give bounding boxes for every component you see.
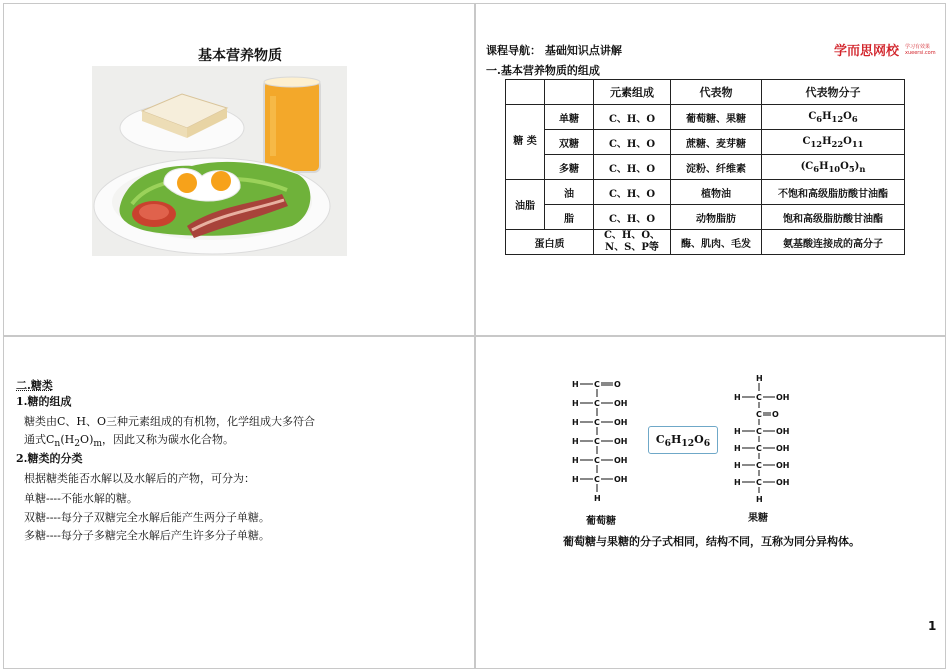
xueersi-logo: 学而思网校 xyxy=(834,44,900,59)
svg-text:H: H xyxy=(572,456,579,465)
logo-subtitle xyxy=(905,44,936,56)
svg-text:H: H xyxy=(572,399,579,408)
table-corner-cell xyxy=(545,80,594,105)
row-examples: 淀粉、纤维素 xyxy=(671,155,762,180)
section-heading: 一.基本营养物质的组成 xyxy=(486,64,600,77)
row-label: 单糖 xyxy=(545,105,594,130)
svg-text:H: H xyxy=(756,374,763,383)
table-row xyxy=(506,205,905,230)
svg-text:C: C xyxy=(756,444,762,453)
table-row xyxy=(506,230,905,255)
svg-text:OH: OH xyxy=(614,418,628,427)
section-heading: 二.糖类 xyxy=(16,379,53,392)
svg-text:OH: OH xyxy=(614,399,628,408)
svg-text:C: C xyxy=(756,393,762,402)
paragraph: 糖类由C、H、O三种元素组成的有机物，化学组成大多符合 xyxy=(24,415,316,428)
header-examples: 代表物 xyxy=(671,80,762,105)
subheading-classification: 2.糖类的分类 xyxy=(16,452,83,465)
subscript: 2 xyxy=(74,438,81,450)
protein-elements-line1: C、H、O、 xyxy=(603,230,661,241)
logo-slogan: 学习有效果 xyxy=(905,44,931,50)
svg-text:H: H xyxy=(594,494,601,503)
svg-text:C: C xyxy=(756,410,762,419)
svg-text:C: C xyxy=(594,437,600,446)
svg-text:H: H xyxy=(734,393,741,402)
row-examples: 葡萄糖、果糖 xyxy=(671,105,762,130)
fructose-label: 果糖 xyxy=(748,513,768,524)
svg-text:C: C xyxy=(594,456,600,465)
paragraph: 单糖----不能水解的糖。 xyxy=(24,492,138,505)
table-row xyxy=(506,180,905,205)
table-header-row xyxy=(506,80,905,105)
fructose-structure xyxy=(734,373,798,509)
slide-3 xyxy=(3,336,475,669)
row-elements: C、H、O xyxy=(594,180,671,205)
svg-text:H: H xyxy=(734,478,741,487)
breakfast-photo xyxy=(92,66,347,256)
molecular-formula-box: $C_6H_{12}O_6$ xyxy=(648,426,718,454)
breakfast-illustration xyxy=(92,66,347,256)
text-fragment: 通式C xyxy=(24,433,55,446)
paragraph: 根据糖类能否水解以及水解后的产物，可分为： xyxy=(24,472,255,485)
svg-text:H: H xyxy=(756,495,763,504)
header-molecule: 代表物分子 xyxy=(762,80,905,105)
protein-examples: 酶、肌肉、毛发 xyxy=(671,230,762,255)
protein-elements xyxy=(594,230,671,255)
subscript: n xyxy=(54,438,61,450)
row-molecule-starch: $(C_6H_{10}O_5)_n$ xyxy=(762,155,905,180)
row-elements: C、H、O xyxy=(594,130,671,155)
nutrient-composition-table xyxy=(505,79,905,255)
row-molecule-glucose: $C_6H_{12}O_6$ xyxy=(762,105,905,130)
row-label: 双糖 xyxy=(545,130,594,155)
page-number: 1 xyxy=(928,619,937,633)
glucose-structure xyxy=(572,375,636,505)
slide-1 xyxy=(3,3,475,336)
text-fragment: ，因此又称为碳水化合物。 xyxy=(102,433,235,446)
svg-text:OH: OH xyxy=(776,393,790,402)
paragraph: 双糖----每分子双糖完全水解后能产生两分子单糖。 xyxy=(24,511,270,524)
row-molecule: 饱和高级脂肪酸甘油酯 xyxy=(762,205,905,230)
svg-text:OH: OH xyxy=(776,427,790,436)
row-examples: 动物脂肪 xyxy=(671,205,762,230)
protein-label: 蛋白质 xyxy=(506,230,594,255)
svg-text:H: H xyxy=(734,444,741,453)
group-sugar xyxy=(506,105,545,180)
svg-text:H: H xyxy=(572,475,579,484)
text-fragment: (H xyxy=(60,433,75,446)
paragraph: 多糖----每分子多糖完全水解后产生许多分子单糖。 xyxy=(24,529,270,542)
svg-text:H: H xyxy=(572,380,579,389)
svg-text:C: C xyxy=(756,461,762,470)
svg-text:OH: OH xyxy=(776,461,790,470)
svg-text:C: C xyxy=(756,478,762,487)
table-row xyxy=(506,155,905,180)
row-examples: 蔗糖、麦芽糖 xyxy=(671,130,762,155)
protein-molecule: 氨基酸连接成的高分子 xyxy=(762,230,905,255)
svg-text:H: H xyxy=(734,427,741,436)
table-corner-cell xyxy=(506,80,545,105)
svg-text:C: C xyxy=(594,399,600,408)
row-examples: 植物油 xyxy=(671,180,762,205)
logo-url: xueersi.com xyxy=(905,50,936,56)
text-fragment: O) xyxy=(80,433,94,446)
isomer-statement: 葡萄糖与果糖的分子式相同，结构不同，互称为同分异构体。 xyxy=(563,535,860,548)
row-elements: C、H、O xyxy=(594,205,671,230)
slide-4 xyxy=(475,336,946,669)
row-elements: C、H、O xyxy=(594,105,671,130)
svg-text:O: O xyxy=(614,380,621,389)
table-row xyxy=(506,105,905,130)
row-elements: C、H、O xyxy=(594,155,671,180)
row-molecule-sucrose: $C_{12}H_{22}O_{11}$ xyxy=(762,130,905,155)
row-label: 脂 xyxy=(545,205,594,230)
glucose-label: 葡萄糖 xyxy=(586,516,616,527)
group-sugar-label: 糖 类 xyxy=(513,136,537,147)
row-label: 油 xyxy=(545,180,594,205)
course-nav: 课程导航： 基础知识点讲解 xyxy=(486,44,622,57)
slide-2 xyxy=(475,3,946,336)
row-label: 多糖 xyxy=(545,155,594,180)
svg-text:OH: OH xyxy=(776,478,790,487)
svg-text:OH: OH xyxy=(614,437,628,446)
svg-text:C: C xyxy=(756,427,762,436)
header-elements: 元素组成 xyxy=(594,80,671,105)
svg-text:O: O xyxy=(772,410,779,419)
slide-title: 基本营养物质 xyxy=(198,48,282,64)
svg-text:H: H xyxy=(572,437,579,446)
svg-text:H: H xyxy=(572,418,579,427)
svg-text:OH: OH xyxy=(614,475,628,484)
subheading-composition: 1.糖的组成 xyxy=(16,395,72,408)
svg-text:C: C xyxy=(594,380,600,389)
row-molecule: 不饱和高级脂肪酸甘油酯 xyxy=(762,180,905,205)
svg-text:OH: OH xyxy=(614,456,628,465)
svg-text:C: C xyxy=(594,475,600,484)
group-fat: 油脂 xyxy=(506,180,545,230)
subscript: m xyxy=(93,438,103,450)
table-row xyxy=(506,130,905,155)
svg-text:OH: OH xyxy=(776,444,790,453)
formula-paragraph xyxy=(24,431,234,449)
svg-text:C: C xyxy=(594,418,600,427)
svg-text:H: H xyxy=(734,461,741,470)
protein-elements-line2: N、S、P等 xyxy=(605,242,659,253)
